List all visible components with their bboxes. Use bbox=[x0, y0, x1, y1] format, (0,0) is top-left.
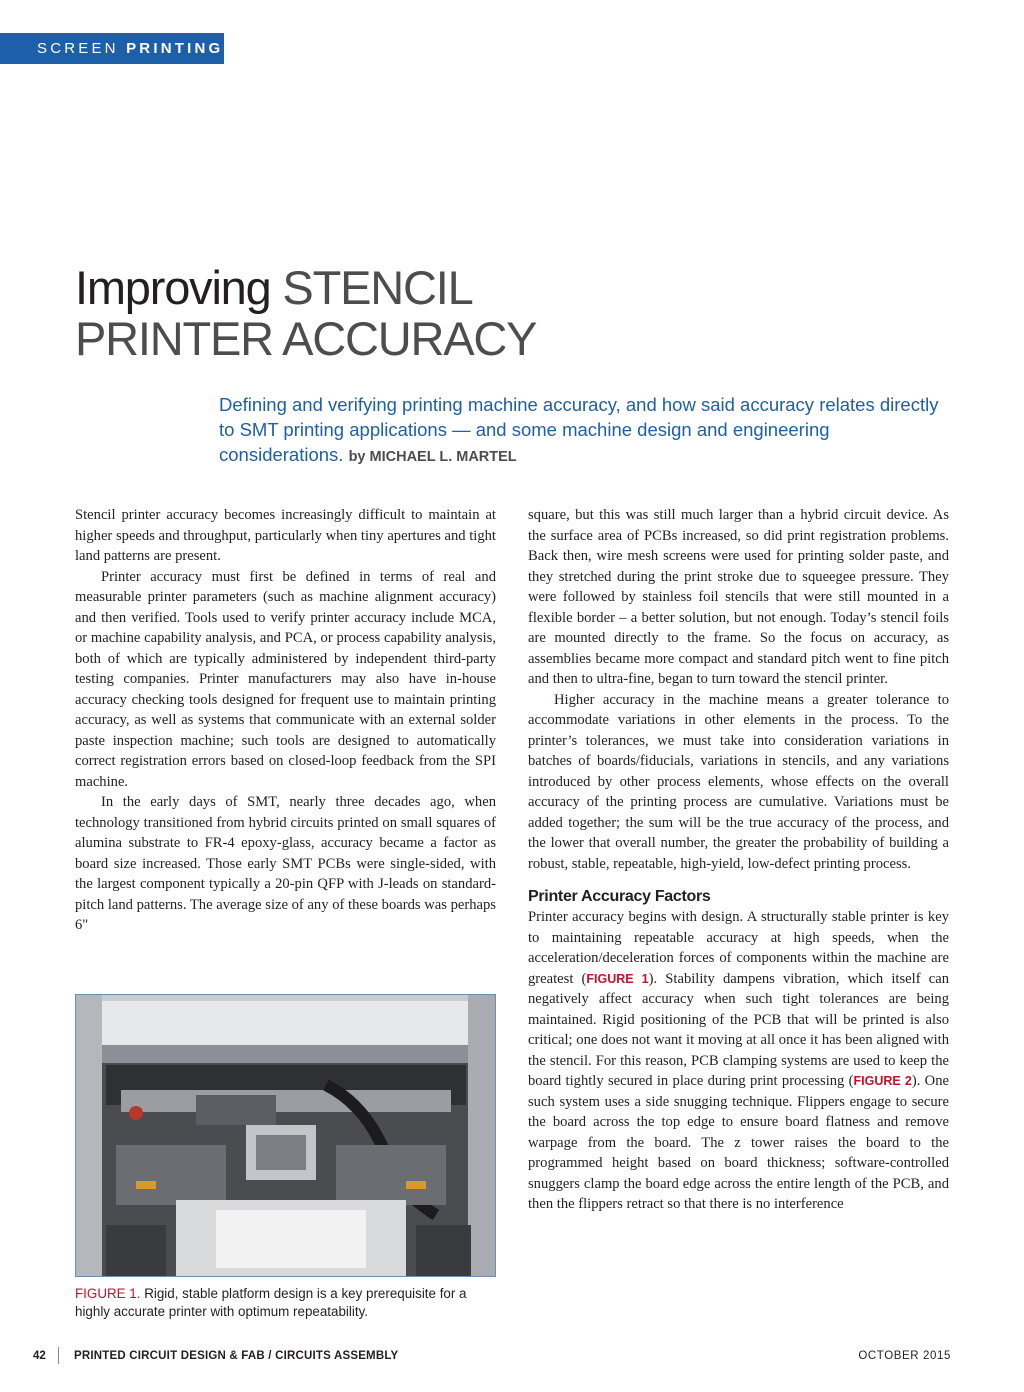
deck-text: Defining and verifying printing machine accuracy, and how said accuracy relates directly to SMT printing applications — and some machine design and engineering considerations. bbox=[219, 394, 939, 465]
right-paragraph-3-part-a: Printer accuracy begins with design. A structurally stable printer is key to maintaining repeatable accuracy at high speeds, when the acceleration/deceleration forces of components within the machine are greatest ( bbox=[528, 909, 949, 987]
section-name: PRINTING bbox=[126, 40, 224, 57]
issue-date: OCTOBER 2015 bbox=[858, 1350, 951, 1362]
figure-1-photo bbox=[75, 994, 496, 1277]
title-lead: Improving bbox=[75, 261, 271, 314]
left-paragraph-2: Printer accuracy must first be defined in terms of real and measurable printer parameters (such as machine alignment accuracy) and then verified. Tools used to verify printer accuracy include MCA, or machine capability analysis, and PCA, or process capability analysis, both of which are typically administered by independent third-party testing companies. Printer manufacturers may also have in-house accuracy checking tools designed for frequent use to maintain printing accuracy, as well as systems that communicate with an external solder paste inspection machine; such tools are designed to automatically correct registration errors based on closed-loop feedback from the SPI machine. bbox=[75, 568, 496, 790]
section-prefix: SCREEN bbox=[37, 40, 119, 57]
figure-1-label: FIGURE 1. bbox=[75, 1286, 141, 1301]
right-paragraph-1: square, but this was still much larger than a hybrid circuit device. As the surface area of PCBs increased, so did print registration problems. Back then, wire mesh screens were used for printing solder paste, and they stretched during the print stroke due to squeegee pressure. They were followed by stainless foil stencils that were still mounted in a flexible border – a better solution, but not enough. Today’s stencil foils are mounted directly to the frame. So the focus on accuracy, as assemblies became more compact and standard pitch went to fine pitch and then to ultra-fine, began to turn toward the stencil printer. bbox=[528, 507, 949, 687]
right-paragraph-2: Higher accuracy in the machine means a greater tolerance to accommodate variations in other elements in the process. To the printer’s tolerances, we must take into consideration variations in batches of boards/fiducials, variations in stencils, and any variations introduced by other process elements, whose effects on the overall accuracy of the printing process are cumulative. Variations must be added together; the sum will be the true accuracy of the process, and the lower that overall number, the greater the probability of building a robust, stable, repeatable, high-yield, low-defect printing process. bbox=[528, 691, 949, 872]
figure-1-caption-text: Rigid, stable platform design is a key prerequisite for a highly accurate printer with optimum repeatability. bbox=[75, 1286, 467, 1319]
section-tab bbox=[0, 33, 224, 64]
article-deck bbox=[219, 392, 959, 470]
right-paragraph-3-part-b: ). Stability dampens vibration, which itself can negatively affect accuracy when such tight tolerances are being maintained. Rigid positioning of the PCB that will be printed is also critical; one does not want it moving at all once it has been aligned with the stencil. For this reason, PCB clamping systems are used to keep the board tightly secured in place during print processing ( bbox=[528, 970, 949, 1089]
byline: by MICHAEL L. MARTEL bbox=[348, 449, 517, 465]
right-column bbox=[528, 505, 949, 1215]
left-paragraph-3: In the early days of SMT, nearly three decades ago, when technology transitioned from hybrid circuits printed on small squares of alumina substrate to FR-4 epoxy-glass, accuracy became a factor as board size increased. Those early SMT PCBs were single-sided, with the largest component typically a 20-pin QFP with J-leads on standard-pitch land patterns. The average size of any of these boards was perhaps 6" bbox=[75, 794, 496, 933]
title-line2: PRINTER ACCURACY bbox=[75, 312, 537, 365]
right-paragraph-3 bbox=[528, 907, 949, 1215]
publication-name: PRINTED CIRCUIT DESIGN & FAB / CIRCUITS ASSEMBLY bbox=[74, 1350, 399, 1362]
title-line1: STENCIL bbox=[270, 261, 473, 314]
footer-divider bbox=[58, 1347, 59, 1364]
figure-1-reference: FIGURE 1 bbox=[586, 971, 649, 986]
section-heading: Printer Accuracy Factors bbox=[528, 888, 711, 905]
page-footer bbox=[33, 1348, 951, 1364]
right-paragraph-3-part-c: ). One such system uses a side snugging technique. Flippers engage to secure the board across the top edge to ensure board flatness and remove warpage from the board. The z tower raises the board to the programmed height based on board thickness; software-controlled snuggers clamp the board edge across the entire length of the PCB, and then the flippers retract so that there is no interference bbox=[528, 1073, 949, 1212]
article-title bbox=[75, 262, 795, 364]
figure-1-caption bbox=[75, 1285, 505, 1321]
page-number: 42 bbox=[33, 1350, 46, 1362]
figure-2-reference: FIGURE 2 bbox=[853, 1074, 912, 1088]
left-column bbox=[75, 505, 496, 936]
left-paragraph-1: Stencil printer accuracy becomes increasingly difficult to maintain at higher speeds and throughput, particularly when tiny apertures and tight land patterns are present. bbox=[75, 507, 496, 564]
